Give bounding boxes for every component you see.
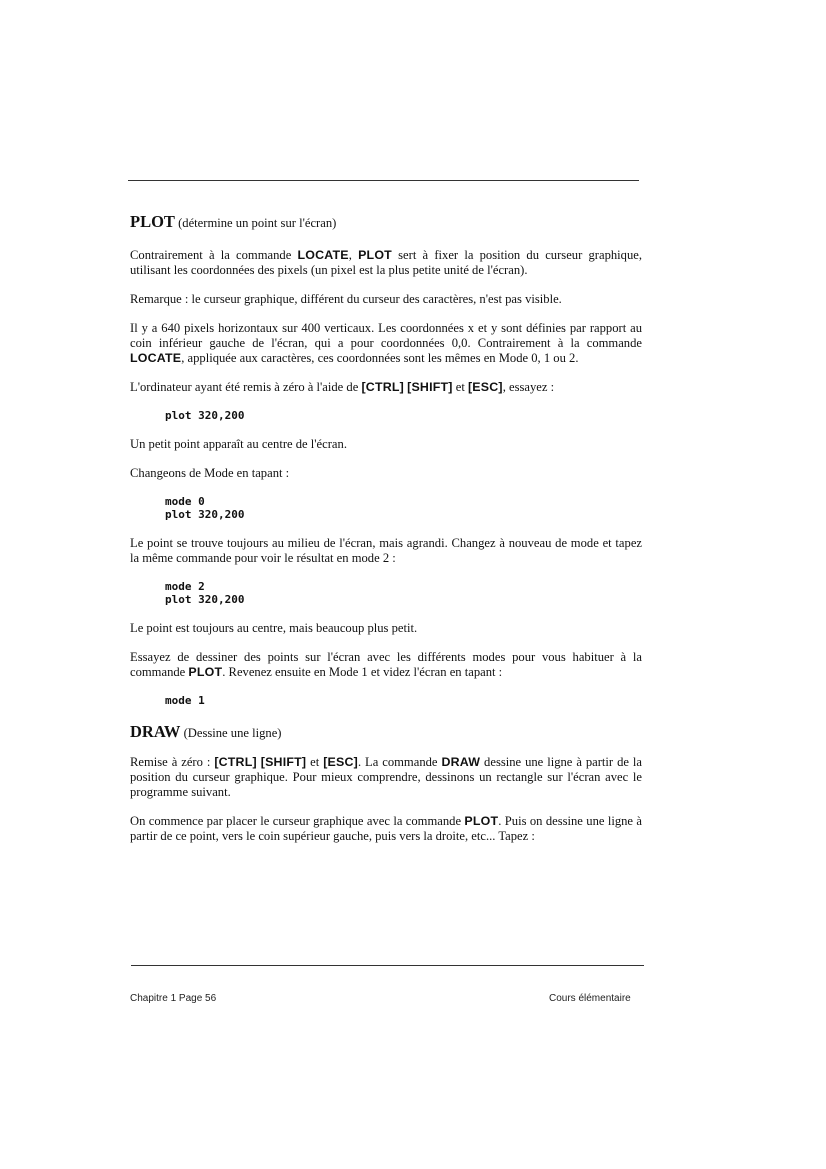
page-content (130, 214, 642, 844)
plot-paragraph-5: Un petit point apparaît au centre de l'écran. (130, 436, 347, 451)
bottom-rule (131, 965, 644, 966)
code-block-1: plot 320,200 (165, 409, 245, 422)
keyword-plot: PLOT (188, 664, 223, 679)
draw-subtitle: (Dessine une ligne) (180, 726, 282, 740)
key-esc: [ESC] (323, 755, 358, 769)
text: On commence par placer le curseur graphique avec la commande (130, 814, 465, 828)
text: L'ordinateur ayant été remis à zéro à l'aide de (130, 380, 362, 394)
plot-title: PLOT (130, 212, 175, 231)
text: , appliquée aux caractères, ces coordonnées sont les mêmes en Mode 0, 1 ou 2. (181, 351, 579, 365)
text: Il y a 640 pixels horizontaux sur 400 verticaux. Les coordonnées x et y sont définies par rapport au coin inférieur gauche de l'écran, qui a pour coordonnées 0,0. Contrairement à la commande (130, 321, 642, 350)
key-esc: [ESC] (467, 380, 503, 394)
text: Remise à zéro : (130, 755, 215, 769)
text: . Revenez ensuite en Mode 1 et videz l'écran en tapant : (222, 664, 503, 679)
key-ctrl: [CTRL] (214, 755, 257, 769)
draw-paragraph-2 (130, 814, 642, 844)
text: , essayez : (502, 380, 555, 394)
plot-paragraph-2: Remarque : le curseur graphique, différent du curseur des caractères, n'est pas visible. (130, 292, 562, 306)
key-shift: [SHIFT] (260, 755, 307, 769)
keyword-draw: DRAW (441, 755, 481, 769)
draw-title: DRAW (130, 722, 181, 741)
plot-paragraph-8: Le point est toujours au centre, mais beaucoup plus petit. (130, 620, 418, 635)
keyword-locate: LOCATE (130, 351, 182, 365)
plot-paragraph-3 (130, 321, 642, 366)
top-rule (128, 180, 639, 181)
key-shift: [SHIFT] (407, 380, 453, 394)
text: dessine une ligne à partir de la position du curseur graphique. Pour mieux comprendre, dessinons un rectangle sur l'écran avec le programme suivant. (130, 755, 642, 799)
keyword-plot: PLOT (358, 248, 392, 262)
plot-paragraph-6: Changeons de Mode en tapant : (130, 465, 290, 480)
plot-paragraph-1 (130, 248, 642, 278)
draw-heading (130, 724, 642, 741)
keyword-plot: PLOT (464, 814, 499, 828)
plot-subtitle: (détermine un point sur l'écran) (174, 216, 337, 230)
text: , (348, 248, 359, 262)
draw-paragraph-1 (130, 755, 642, 800)
code-block-2: mode 0 plot 320,200 (165, 494, 245, 521)
keyword-locate: LOCATE (297, 248, 349, 262)
plot-heading (130, 214, 642, 231)
code-block-4: mode 1 (165, 693, 205, 707)
code-block-3: mode 2 plot 320,200 (165, 579, 245, 606)
key-ctrl: [CTRL] (361, 380, 404, 394)
text: Contrairement à la commande (130, 248, 298, 262)
text: sert à fixer la position du curseur graphique, utilisant les coordonnées des pixels (un pixel est la plus petite unité de l'écran). (130, 248, 642, 277)
text: . Puis on dessine une ligne à partir de ce point, vers le coin supérieur gauche, puis vers la droite, etc... Tapez : (130, 814, 642, 843)
plot-paragraph-9 (130, 650, 642, 680)
text: Essayez de dessiner des points sur l'écran avec les différents modes pour vous habituer à la commande (130, 649, 642, 679)
footer-section: Cours élémentaire (549, 993, 631, 1004)
plot-paragraph-7: Le point se trouve toujours au milieu de l'écran, mais agrandi. Changez à nouveau de mode et tapez la même commande pour voir le résultat en mode 2 : (130, 535, 642, 565)
text: et (452, 380, 468, 394)
text: . La commande (357, 755, 442, 769)
footer-chapter-page: Chapitre 1 Page 56 (130, 993, 217, 1004)
text: et (306, 755, 324, 769)
plot-paragraph-4 (130, 380, 642, 395)
